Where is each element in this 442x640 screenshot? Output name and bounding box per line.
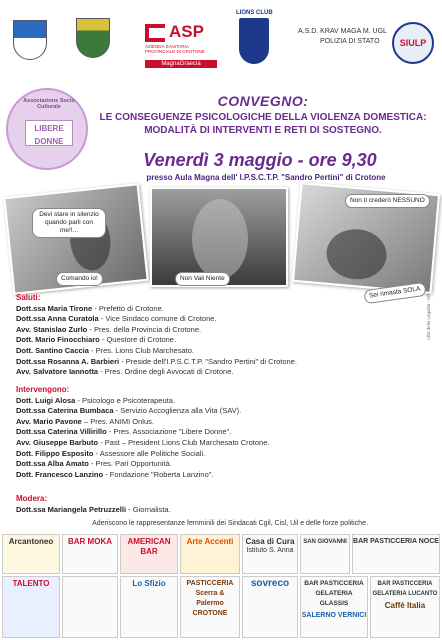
lions-club-logo — [239, 18, 269, 64]
saluti-section — [16, 293, 426, 378]
event-venue: presso Aula Magna dell' I.P.S.C.T.P. "Sandro Pertini" di Crotone — [146, 173, 386, 182]
event-heading — [90, 93, 436, 137]
interventi-name: Avv. Mario Pavone — [16, 416, 82, 426]
krav-maga-label — [298, 27, 387, 47]
saluti-name: Dott.ssa Maria Tirone — [16, 303, 93, 313]
interventi-name: Dott.ssa Caterina Villirillo — [16, 427, 107, 437]
sponsor-arte-accenti: Arte Accenti — [180, 534, 240, 574]
convegno-title: CONVEGNO: — [217, 93, 309, 109]
speech-bubble-sola: Sei rimasta SOLA — [363, 282, 426, 304]
sponsor-noce: BAR PASTICCERIA NOCE — [352, 534, 440, 574]
saluti-name: Dott.ssa Anna Curatola — [16, 314, 99, 324]
saluti-title: Saluti: — [16, 293, 41, 302]
interventi-row — [16, 470, 426, 481]
saluti-role: - Pres. Lions Club Marchesato. — [91, 345, 194, 355]
sponsor-san-giovanni: SAN GIOVANNI — [300, 534, 350, 574]
moderator-section — [16, 494, 426, 515]
saluti-role: - Questore di Crotone. — [101, 335, 177, 345]
sponsor-scerra-palermo: PASTICCERIA Scerra & Palermo CROTONE — [180, 576, 240, 638]
moderator-title: Modera: — [16, 494, 48, 503]
asp-bar: MagnaGraecia — [145, 60, 217, 68]
sponsor-lucanto: BAR PASTICCERIA GELATERIA LUCANTO Caffè Italia — [370, 576, 440, 638]
interventi-row — [16, 427, 426, 438]
interventi-role: - Pres. Associazione "Libere Donne". — [108, 427, 232, 437]
adherence-note: Aderiscono le rappresentanze femminili dei Sindacati Cgil, Cisl, Uil e delle forze politiche. — [92, 520, 368, 527]
speech-bubble-non-vali: Non Vali Niente — [175, 272, 230, 286]
saluti-row — [16, 304, 426, 315]
asp-name: ASP — [169, 22, 204, 41]
saluti-row — [16, 367, 426, 378]
interventi-role: - Servizio Accoglienza alla Vita (SAV). — [115, 406, 242, 416]
sponsor-noce-2 — [62, 576, 118, 638]
saluti-row — [16, 314, 426, 325]
saluti-role: - Vice Sindaco comune di Crotone. — [100, 314, 217, 324]
interventi-name: Dott. Filippo Esposito — [16, 448, 94, 458]
interventi-role: – Pres. ANIMI Onlus. — [83, 416, 154, 426]
saluti-name: Dott.ssa Rosanna A. Barbieri — [16, 356, 120, 366]
saluti-row — [16, 346, 426, 357]
interventi-row — [16, 459, 426, 470]
interventi-row — [16, 438, 426, 449]
interventi-row — [16, 417, 426, 428]
interventi-section — [16, 385, 426, 480]
crotone-crest-logo — [13, 20, 47, 60]
interventi-role: - Assessore alle Politiche Sociali. — [95, 448, 206, 458]
saluti-name: Dott. Santino Caccia — [16, 345, 89, 355]
saluti-row — [16, 325, 426, 336]
interventi-title: Intervengono: — [16, 385, 70, 394]
interventi-row — [16, 449, 426, 460]
interventi-name: Dott. Luigi Alosa — [16, 395, 76, 405]
saluti-role: - Pres. Ordine degli Avvocati di Crotone. — [100, 367, 234, 377]
sponsor-talento: TALENTO — [2, 576, 60, 638]
lions-label: LIONS CLUB — [236, 10, 273, 16]
interventi-name: Avv. Giuseppe Barbuto — [16, 437, 99, 447]
speech-bubble-silence: Devi stare in silenzio quando parli con me!!... — [32, 208, 106, 238]
sponsor-lo-sfizio: Lo Sfizio — [120, 576, 178, 638]
sponsor-casa-di-cura: Casa di Cura Istituto S. Anna — [242, 534, 298, 574]
interventi-row — [16, 396, 426, 407]
krav-line-2: POLIZIA DI STATO — [320, 38, 380, 45]
sponsor-sovreco: sovreco — [242, 576, 298, 638]
interventi-name: Dott.ssa Alba Amato — [16, 459, 89, 469]
association-line-2: DONNE — [34, 137, 64, 146]
subtitle-line-1: LE CONSEGUENZE PSICOLOGICHE DELLA VIOLENZA DOMESTICA: — [99, 112, 427, 123]
sponsor-bar-moka: BAR MOKA — [62, 534, 118, 574]
sponsor-glassis: BAR PASTICCERIA GELATERIA GLASSIS SALERNO VERNICI — [300, 576, 368, 638]
interventi-role: - Fondazione "Roberta Lanzino". — [105, 469, 214, 479]
saluti-role: - Prefetto di Crotone. — [94, 303, 164, 313]
interventi-role: - Pres. Pari Opportunità. — [90, 459, 172, 469]
vertical-credit: Libri della Legalità - KR — [426, 293, 431, 340]
sponsor-strip — [0, 532, 442, 640]
moderator-row — [16, 505, 426, 516]
saluti-row — [16, 357, 426, 368]
province-crest-logo — [76, 18, 110, 58]
association-line-1: LIBERE — [34, 124, 64, 133]
saluti-row — [16, 335, 426, 346]
krav-line-1: A.S.D. KRAV MAGA M. UGL — [298, 28, 387, 35]
speech-bubble-non-credera: Non ti crederò NESSUNO — [345, 194, 430, 208]
interventi-role: - Psicologo e Psicoterapeuta. — [77, 395, 175, 405]
interventi-role: - Past – President Lions Club Marchesato Crotone. — [100, 437, 270, 447]
asp-logo — [145, 24, 217, 76]
event-date: Venerdì 3 maggio - ore 9,30 — [143, 150, 377, 170]
interventi-row — [16, 406, 426, 417]
speech-bubble-comando: Comando io! — [56, 272, 103, 286]
sponsor-american-bar: AMERICAN BAR — [120, 534, 178, 574]
logo-strip — [0, 6, 442, 76]
asp-mark-icon — [145, 24, 165, 42]
saluti-name: Dott. Mario Finocchiaro — [16, 335, 100, 345]
association-arc-text: Associazione Socio Culturale — [23, 98, 75, 110]
saluti-name: Avv. Stanislao Zurlo — [16, 324, 88, 334]
moderator-role: - Giornalista. — [128, 504, 171, 514]
siulp-logo: SIULP — [392, 22, 434, 64]
libere-donne-logo — [6, 88, 88, 170]
saluti-name: Avv. Salvatore Iannotta — [16, 367, 99, 377]
sponsor-arcantoneo: Arcantoneo — [2, 534, 60, 574]
subtitle-line-2: MODALITÀ DI INTERVENTI E RETI DI SOSTEGNO. — [144, 125, 382, 136]
saluti-role: - Preside dell'I.P.S.C.T.P. "Sandro Pertini" di Crotone. — [121, 356, 297, 366]
saluti-role: - Pres. della Provincia di Crotone. — [89, 324, 202, 334]
asp-subtitle: AZIENDA SANITARIA PROVINCIALE DI CROTONE — [145, 44, 205, 54]
association-badge — [25, 120, 73, 146]
interventi-name: Dott. Francesco Lanzino — [16, 469, 104, 479]
moderator-name: Dott.ssa Mariangela Petruzzelli — [16, 504, 127, 514]
interventi-name: Dott.ssa Caterina Bumbaca — [16, 406, 114, 416]
